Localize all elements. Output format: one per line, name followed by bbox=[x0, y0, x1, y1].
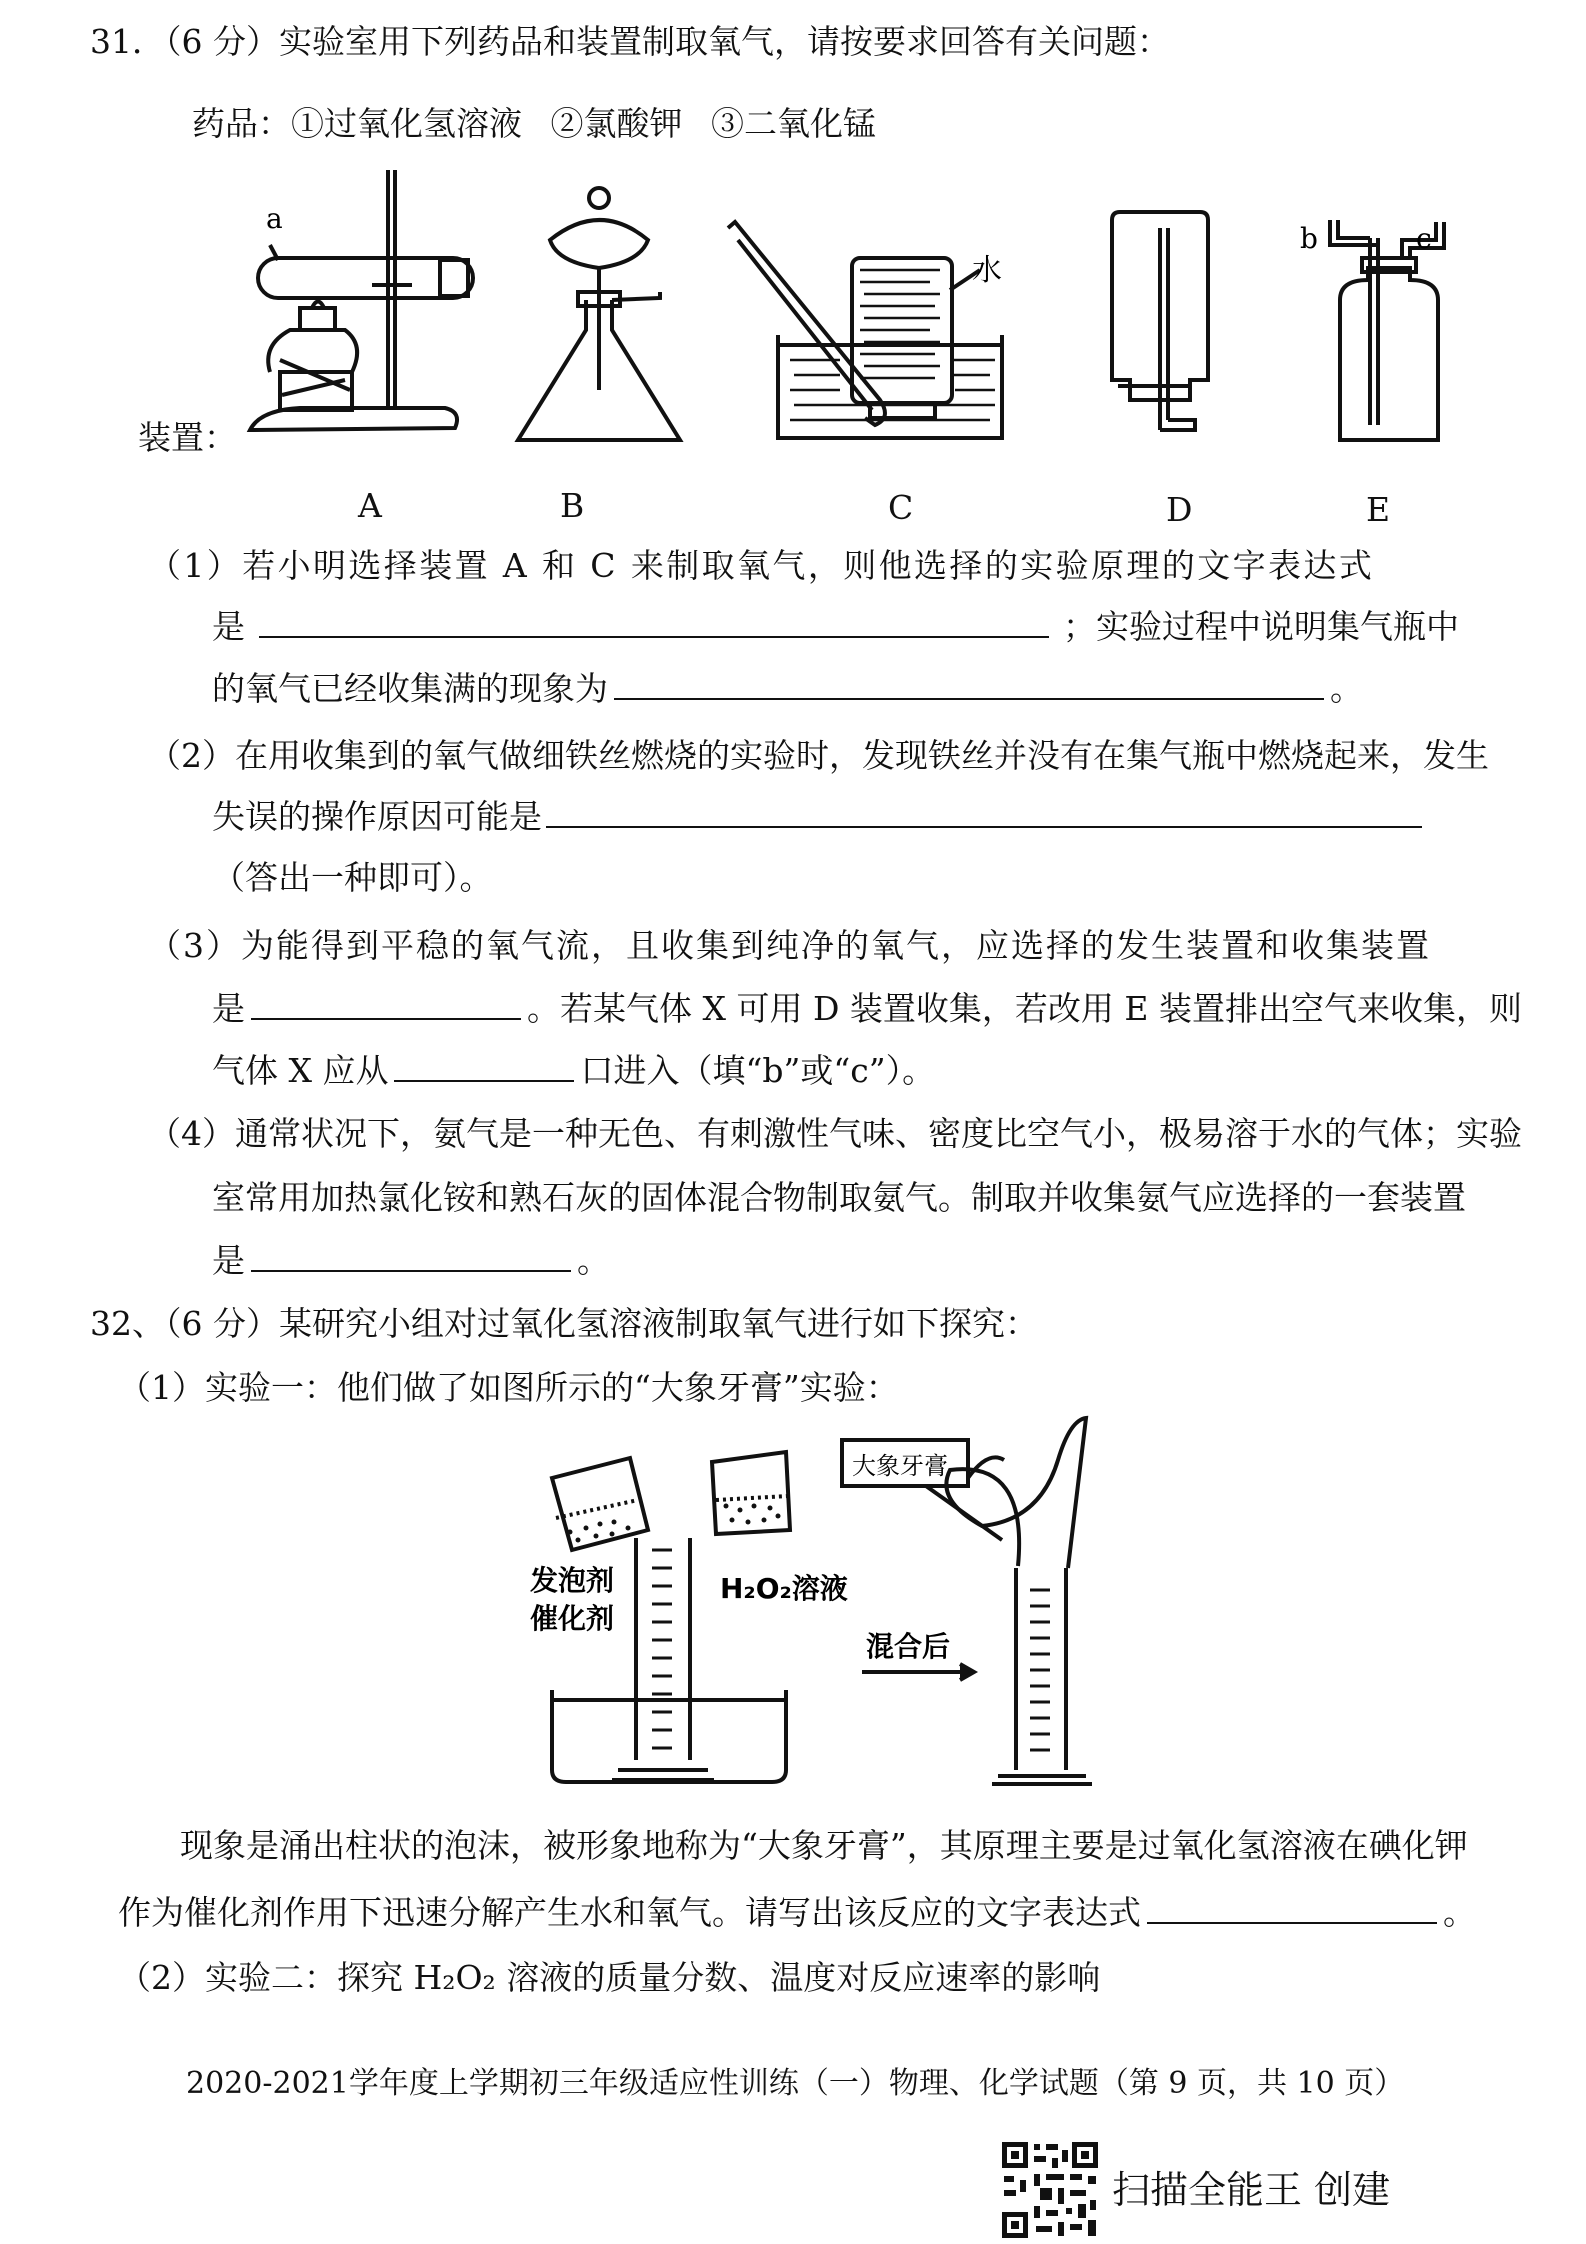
liquid-dot bbox=[724, 1504, 729, 1509]
q32-desc-line1: 现象是涌出柱状的泡沫，被形象地称为“大象牙膏”，其原理主要是过氧化氢溶液在碘化钾 bbox=[180, 1826, 1468, 1865]
h2o2-label: H₂O₂溶液 bbox=[720, 1572, 848, 1605]
liquid-dot bbox=[768, 1506, 773, 1511]
liquid-dot bbox=[568, 1530, 573, 1535]
device-letter-d: D bbox=[1166, 490, 1193, 529]
mix-label: 混合后 bbox=[866, 1630, 951, 1663]
q31-p4-line2: 室常用加热氯化铵和熟石灰的固体混合物制取氨气。制取并收集氨气应选择的一套装置 bbox=[212, 1178, 1466, 1217]
label-a: a bbox=[266, 202, 283, 235]
device-letter-e: E bbox=[1366, 490, 1391, 529]
device-letter-c: C bbox=[888, 488, 914, 527]
foam-label-1: 发泡剂 bbox=[530, 1564, 615, 1597]
liquid-dot bbox=[730, 1518, 735, 1523]
q31-p3-line3: 气体 X 应从 口进入（填“b”或“c”）。 bbox=[212, 1051, 936, 1090]
liquid-dot bbox=[584, 1526, 589, 1531]
q31-header: 31．（6 分）实验室用下列药品和装置制取氧气，请按要求回答有关问题： bbox=[90, 22, 1170, 61]
q31-reagents: 药品：①过氧化氢溶液 ②氯酸钾 ③二氧化锰 bbox=[192, 104, 876, 143]
scanner-watermark: 扫描全能王 创建 bbox=[1112, 2168, 1391, 2212]
q31-p3-line2: 是 。若某气体 X 可用 D 装置收集，若改用 E 装置排出空气来收集，则 bbox=[212, 989, 1522, 1028]
device-letter-a: A bbox=[358, 486, 382, 525]
device-letter-b: B bbox=[560, 486, 585, 525]
liquid-dot bbox=[738, 1508, 743, 1513]
liquid-dot bbox=[610, 1532, 615, 1537]
answer-blank-32[interactable] bbox=[1147, 1892, 1437, 1924]
liquid-dot bbox=[752, 1504, 757, 1509]
qr-code-icon bbox=[1000, 2140, 1100, 2240]
liquid-dot bbox=[746, 1520, 751, 1525]
q31-p4-line3: 是 。 bbox=[212, 1241, 610, 1280]
q31-p3-line1: （3）为能得到平稳的氧气流，且收集到纯净的氧气，应选择的发生装置和收集装置 bbox=[148, 926, 1431, 965]
liquid-dot bbox=[762, 1518, 767, 1523]
q31-p1-line2: 是 ；实验过程中说明集气瓶中 bbox=[212, 607, 1459, 646]
liquid-dot bbox=[576, 1538, 581, 1543]
cylinder-scale-right bbox=[1030, 1590, 1050, 1750]
q32-header: 32、（6 分）某研究小组对过氧化氢溶液制取氧气进行如下探究： bbox=[90, 1304, 1038, 1343]
q31-p2-line1: （2）在用收集到的氧气做细铁丝燃烧的实验时，发现铁丝并没有在集气瓶中燃烧起来，发生 bbox=[148, 736, 1489, 775]
q31-p1-line1: （1）若小明选择装置 A 和 C 来制取氧气，则他选择的实验原理的文字表达式 bbox=[148, 546, 1375, 585]
label-b: b bbox=[1300, 222, 1318, 255]
cylinder-scale-left bbox=[652, 1550, 672, 1748]
label-water: 水 bbox=[972, 253, 1002, 288]
liquid-dot bbox=[598, 1522, 603, 1527]
toothpaste-label: 大象牙膏 bbox=[852, 1452, 948, 1480]
liquid-dot bbox=[776, 1514, 781, 1519]
q32-p1: （1）实验一：他们做了如图所示的“大象牙膏”实验： bbox=[118, 1368, 899, 1407]
q32-p2: （2）实验二：探究 H₂O₂ 溶液的质量分数、温度对反应速率的影响 bbox=[118, 1958, 1101, 1997]
q31-p2-line2: 失误的操作原因可能是 bbox=[212, 796, 1422, 837]
liquid-dot bbox=[594, 1534, 599, 1539]
q32-desc-line2: 作为催化剂作用下迅速分解产生水和氧气。请写出该反应的文字表达式 。 bbox=[118, 1893, 1476, 1932]
q31-p2-line3: （答出一种即可）。 bbox=[212, 858, 493, 897]
liquid-dot bbox=[626, 1526, 631, 1531]
page-footer: 2020-2021学年度上学期初三年级适应性训练（一）物理、化学试题（第 9 页，共 10 页） bbox=[186, 2066, 1405, 2101]
q31-p1-line3: 的氧气已经收集满的现象为 。 bbox=[212, 669, 1363, 708]
liquid-dot bbox=[612, 1520, 617, 1525]
foam-label-2: 催化剂 bbox=[530, 1602, 615, 1635]
apparatus-label: 装置： bbox=[138, 418, 237, 457]
q31-p4-line1: （4）通常状况下，氨气是一种无色、有刺激性气味、密度比空气小，极易溶于水的气体；实验 bbox=[148, 1114, 1522, 1153]
label-c: c bbox=[1416, 222, 1432, 255]
